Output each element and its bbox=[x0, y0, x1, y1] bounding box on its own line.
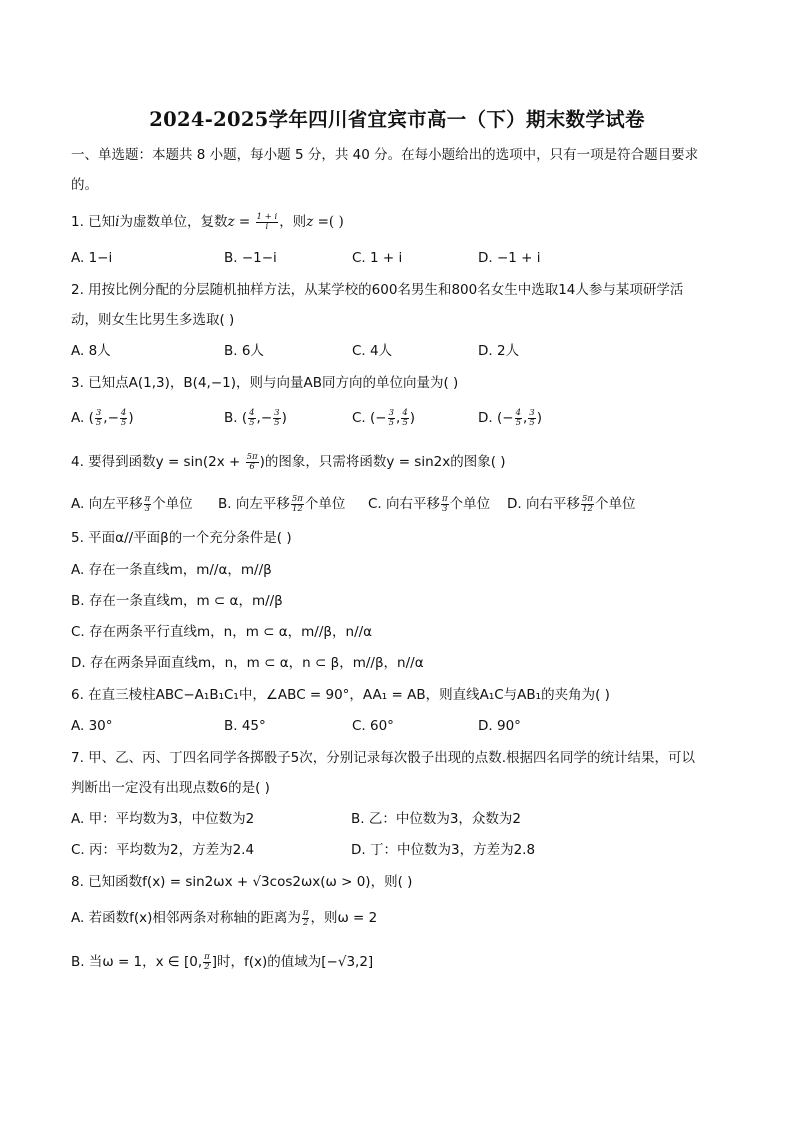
fraction-numerator: 5π bbox=[581, 493, 593, 504]
q4-option-c[interactable] bbox=[368, 494, 490, 514]
fraction-denominator: 12 bbox=[291, 503, 303, 514]
q6-option-d[interactable]: D. 90° bbox=[478, 718, 521, 734]
question-2-line-1: 2. 用按比例分配的分层随机抽样方法，从某学校的600名男生和800名女生中选取14人参与某项研学活 bbox=[71, 282, 684, 298]
section-heading-line-1: 一、单选题：本题共 8 小题，每小题 5 分，共 40 分。在每小题给出的选项中，只有一项是符合题目要求 bbox=[71, 147, 699, 163]
fraction-denominator: 5 bbox=[120, 417, 127, 428]
q1-text: 为虚数单位，复数 bbox=[119, 214, 228, 230]
q6-option-b[interactable]: B. 45° bbox=[224, 718, 266, 734]
option-separator: , bbox=[396, 410, 401, 426]
q6-option-c[interactable]: C. 60° bbox=[352, 718, 394, 734]
q4-text: )的图象，只需将函数y = sin2x的图象( ) bbox=[259, 454, 506, 470]
q1-option-b[interactable]: B. −1−i bbox=[224, 250, 277, 266]
option-label: A. ( bbox=[71, 410, 94, 426]
q8-option-b[interactable] bbox=[71, 952, 373, 972]
q1-option-d[interactable]: D. −1 + i bbox=[478, 250, 541, 266]
fraction-denominator: 2 bbox=[302, 917, 309, 928]
fraction-denominator: 5 bbox=[515, 417, 521, 428]
fraction-denominator: 5 bbox=[402, 417, 408, 428]
question-5: 5. 平面α//平面β的一个充分条件是( ) bbox=[71, 530, 292, 546]
q1-var: i bbox=[115, 214, 120, 230]
q5-option-a[interactable]: A. 存在一条直线m，m//α，m//β bbox=[71, 562, 272, 578]
question-4 bbox=[71, 452, 506, 472]
q2-option-d[interactable]: D. 2人 bbox=[478, 343, 520, 359]
option-label: C. (− bbox=[352, 410, 387, 426]
q7-option-b[interactable]: B. 乙：中位数为3，众数为2 bbox=[351, 811, 522, 827]
q5-option-c[interactable]: C. 存在两条平行直线m，n，m ⊂ α，m//β，n//α bbox=[71, 624, 373, 640]
fraction-numerator: 4 bbox=[249, 407, 255, 418]
q2-option-a[interactable]: A. 8人 bbox=[71, 343, 111, 359]
option-end: ) bbox=[281, 410, 287, 426]
question-7-line-1: 7. 甲、乙、丙、丁四名同学各掷骰子5次，分别记录每次骰子出现的点数.根据四名同学的统计结果，可以 bbox=[71, 750, 696, 766]
fraction-denominator: 12 bbox=[582, 503, 593, 514]
q7-option-a[interactable]: A. 甲：平均数为3，中位数为2 bbox=[71, 811, 255, 827]
fraction-numerator: 3 bbox=[274, 407, 280, 418]
q1-eq: = bbox=[234, 214, 255, 230]
option-text: C. 向右平移 bbox=[368, 496, 441, 512]
fraction-numerator: π bbox=[204, 951, 210, 962]
question-7-line-2: 判断出一定没有出现点数6的是( ) bbox=[71, 780, 270, 796]
option-text: 个单位 bbox=[152, 496, 193, 512]
q3-option-c[interactable] bbox=[352, 408, 415, 428]
q1-text: 1. 已知 bbox=[71, 214, 116, 230]
option-text: 个单位 bbox=[594, 496, 636, 512]
q6-option-a[interactable]: A. 30° bbox=[71, 718, 113, 734]
q3-option-b[interactable] bbox=[224, 408, 287, 428]
fraction-numerator: 4 bbox=[120, 407, 127, 418]
q5-option-d[interactable]: D. 存在两条异面直线m，n，m ⊂ α，n ⊂ β，m//β，n//α bbox=[71, 655, 424, 671]
q4-fraction-denominator: 6 bbox=[249, 461, 255, 472]
option-text: B. 当ω = 1，x ∈ [0, bbox=[71, 954, 203, 970]
option-text: A. 向左平移 bbox=[71, 496, 143, 512]
option-text: 个单位 bbox=[304, 496, 346, 512]
q4-option-b[interactable] bbox=[218, 494, 345, 514]
question-1 bbox=[71, 212, 344, 232]
q1-text: =( ) bbox=[313, 214, 344, 230]
fraction-denominator: 5 bbox=[388, 417, 395, 428]
q1-option-c[interactable]: C. 1 + i bbox=[352, 250, 403, 266]
fraction-numerator: 4 bbox=[402, 407, 408, 418]
option-text: D. 向右平移 bbox=[507, 496, 580, 512]
q1-var: z bbox=[227, 214, 235, 230]
q4-option-d[interactable] bbox=[507, 494, 635, 514]
q4-text: 4. 要得到函数y = sin(2x + bbox=[71, 454, 245, 470]
option-text: B. 向左平移 bbox=[218, 496, 290, 512]
fraction-denominator: 5 bbox=[95, 417, 102, 428]
fraction-denominator: 5 bbox=[529, 417, 535, 428]
q1-option-a[interactable]: A. 1−i bbox=[71, 250, 113, 266]
option-end: ) bbox=[409, 410, 416, 426]
q4-option-a[interactable] bbox=[71, 494, 193, 514]
option-text: ，则ω = 2 bbox=[310, 910, 378, 926]
option-label: B. ( bbox=[224, 410, 248, 426]
q2-option-c[interactable]: C. 4人 bbox=[352, 343, 393, 359]
fraction-numerator: 3 bbox=[95, 407, 102, 418]
q4-fraction-numerator: 5π bbox=[246, 451, 258, 462]
q5-option-b[interactable]: B. 存在一条直线m，m ⊂ α，m//β bbox=[71, 593, 283, 609]
q1-text: ，则 bbox=[279, 214, 307, 230]
q2-option-b[interactable]: B. 6人 bbox=[224, 343, 264, 359]
option-text: A. 若函数f(x)相邻两条对称轴的距离为 bbox=[71, 910, 301, 926]
q1-fraction-denominator: i bbox=[265, 221, 269, 232]
question-3: 3. 已知点A(1,3)，B(4,−1)，则与向量AB同方向的单位向量为( ) bbox=[71, 375, 459, 391]
q3-option-d[interactable] bbox=[478, 408, 542, 428]
fraction-numerator: π bbox=[442, 493, 448, 504]
question-8: 8. 已知函数f(x) = sin2ωx + √3cos2ωx(ω > 0)，则( ) bbox=[71, 874, 413, 890]
fraction-denominator: 5 bbox=[249, 417, 255, 428]
option-separator: ,− bbox=[103, 410, 119, 426]
page-title: 2024-2025学年四川省宜宾市高一（下）期末数学试卷 bbox=[149, 108, 645, 131]
option-text: ]时，f(x)的值域为[−√3,2] bbox=[211, 954, 374, 970]
fraction-denominator: 3 bbox=[442, 503, 448, 514]
fraction-numerator: 3 bbox=[388, 407, 395, 418]
option-separator: , bbox=[522, 410, 528, 426]
fraction-denominator: 5 bbox=[274, 417, 280, 428]
question-6: 6. 在直三棱柱ABC−A₁B₁C₁中，∠ABC = 90°，AA₁ = AB，则直线A₁C与AB₁的夹角为( ) bbox=[71, 687, 610, 703]
option-end: ) bbox=[128, 410, 134, 426]
q1-fraction bbox=[256, 213, 279, 232]
option-label: D. (− bbox=[478, 410, 514, 426]
q3-option-a[interactable] bbox=[71, 408, 134, 428]
q7-option-d[interactable]: D. 丁：中位数为3，方差为2.8 bbox=[351, 842, 536, 858]
question-2-line-2: 动，则女生比男生多选取( ) bbox=[71, 312, 235, 328]
fraction-denominator: 2 bbox=[204, 961, 210, 972]
fraction-numerator: 5π bbox=[291, 493, 303, 504]
fraction-numerator: 4 bbox=[515, 407, 521, 418]
fraction-numerator: π bbox=[302, 907, 309, 918]
fraction-numerator: 3 bbox=[529, 407, 535, 418]
option-text: 个单位 bbox=[449, 496, 491, 512]
section-heading-line-2: 的。 bbox=[71, 177, 98, 193]
option-end: ) bbox=[536, 410, 542, 426]
fraction-denominator: 3 bbox=[144, 503, 151, 514]
q1-fraction-numerator: 1 + i bbox=[256, 211, 278, 222]
q7-option-c[interactable]: C. 丙：平均数为2，方差为2.4 bbox=[71, 842, 255, 858]
q8-option-a[interactable] bbox=[71, 908, 377, 928]
fraction-numerator: π bbox=[144, 493, 151, 504]
q1-var: z bbox=[306, 214, 314, 230]
option-separator: ,− bbox=[256, 410, 273, 426]
